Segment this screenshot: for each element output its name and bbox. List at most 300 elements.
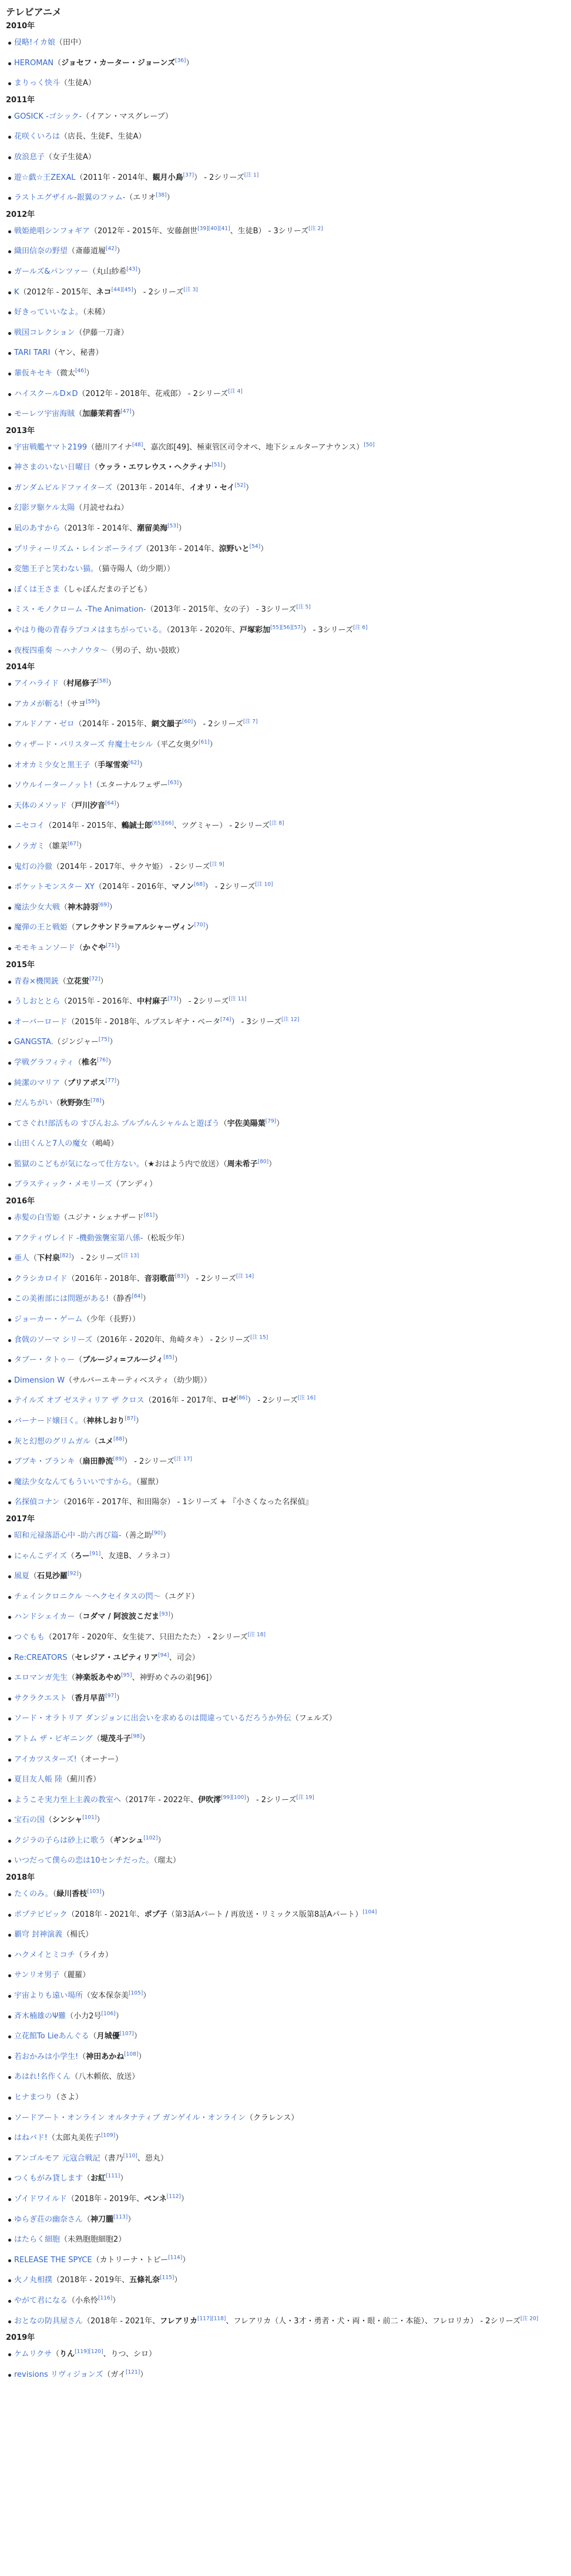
note-link[interactable]: [注 5]: [296, 605, 311, 611]
reference-link[interactable]: [102]: [143, 1835, 158, 1842]
work-detail: （2012年 - 2015年、: [19, 287, 96, 297]
reference-link[interactable]: [48]: [132, 442, 143, 448]
work-title-link[interactable]: てさぐれ!部活もの すぴんおふ プルプルんシャルムと遊ぼう: [14, 1119, 220, 1128]
work-title-link[interactable]: あはれ!名作くん: [14, 2072, 71, 2082]
work-detail: （徳川アイナ: [87, 442, 132, 452]
work-title-link[interactable]: GANGSTA.: [14, 1038, 53, 1047]
reference-link[interactable]: [65][66]: [152, 821, 174, 827]
reference-link[interactable]: [113]: [113, 2214, 128, 2221]
work-detail: （: [66, 1551, 75, 1561]
main-role: 石見沙羅: [37, 1572, 68, 1581]
work-title-link[interactable]: アンゴルモア 元寇合戦記: [14, 2154, 100, 2163]
reference-link[interactable]: [98]: [130, 1733, 142, 1740]
work-title-link[interactable]: 魔弾の王と戦姫: [14, 923, 68, 933]
work-title-link[interactable]: 灰と幻想のグリムガル: [14, 1437, 91, 1446]
work-title-link[interactable]: オオカミ少女と黒王子: [14, 760, 90, 770]
work-title-link[interactable]: エロマンガ先生: [14, 1673, 68, 1683]
reference-link[interactable]: [87]: [125, 1416, 136, 1422]
work-detail: （フェルズ）: [291, 1714, 337, 1723]
reference-link[interactable]: [94]: [158, 1652, 169, 1659]
reference-link[interactable]: [83]: [174, 1273, 186, 1280]
work-title-link[interactable]: ハクメイとミコチ: [14, 1950, 75, 1960]
reference-link[interactable]: [55][56][57]: [270, 625, 303, 631]
main-role: 神林しおり: [86, 1417, 125, 1425]
work-title-link[interactable]: RELEASE THE SPYCE: [14, 2255, 92, 2265]
work-title-link[interactable]: ソード・オラトリア ダンジョンに出会いを求めるのは間違っているだろうか外伝: [14, 1714, 291, 1723]
work-detail: （2018年 - 2021年、: [67, 1910, 145, 1919]
work-title-link[interactable]: ラストエグザイル-銀翼のファム-: [14, 193, 126, 203]
work-list: [6, 972, 571, 1196]
work-title-link[interactable]: ノラガミ: [14, 841, 45, 851]
reference-link[interactable]: [115]: [160, 2275, 174, 2282]
work-title-link[interactable]: 花咲くいろは: [14, 132, 61, 142]
reference-link[interactable]: [44][45]: [111, 287, 133, 293]
work-title-link[interactable]: 夏目友人帳 陸: [14, 1775, 63, 1785]
reference-link[interactable]: [36]: [174, 58, 186, 64]
work-detail-tail: 、友達B、ノラネコ）: [100, 1551, 174, 1561]
work-title-link[interactable]: モーレツ宇宙海賊: [14, 410, 75, 419]
work-title-link[interactable]: 昭和元禄落語心中 -助六再び篇-: [14, 1531, 122, 1540]
work-title-link[interactable]: まりっく快斗: [14, 79, 61, 88]
work-detail-tail: 、神野めぐみの弟[96]）: [132, 1673, 217, 1683]
note-link[interactable]: [注 15]: [250, 1334, 268, 1341]
note-link[interactable]: [注 9]: [210, 861, 224, 868]
work-detail: （2014年 - 2016年、: [94, 883, 172, 892]
work-detail: （: [83, 2174, 91, 2183]
reference-link[interactable]: [109]: [100, 2132, 116, 2139]
work-detail-tail: ）: [100, 977, 108, 986]
reference-link[interactable]: [95]: [121, 1672, 132, 1679]
work-detail: （イアン・マスグレーブ）: [82, 112, 173, 121]
work-title-link[interactable]: 織田信奈の野望: [14, 247, 68, 256]
reference-link[interactable]: [110]: [123, 2153, 137, 2159]
work-title-link[interactable]: やはり俺の青春ラブコメはまちがっている。: [14, 626, 167, 635]
reference-link[interactable]: [93]: [159, 1612, 170, 1618]
work-title-link[interactable]: 鬼灯の冷徹: [14, 862, 53, 871]
reference-link[interactable]: [60]: [182, 719, 193, 726]
reference-link[interactable]: [62]: [128, 760, 139, 766]
work-list: [6, 1526, 571, 1871]
work-detail: （: [78, 2052, 86, 2061]
reference-link[interactable]: [47]: [120, 408, 132, 415]
work-title-link[interactable]: ソードアート・オンライン オルタナティブ ガンゲイル・オンライン: [14, 2113, 246, 2122]
main-role: ギンシュ: [113, 1836, 144, 1845]
work-detail: （伊藤一刀斎）: [75, 328, 129, 337]
work-title-link[interactable]: ウィザード・バリスターズ 弁魔士セシル: [14, 740, 153, 749]
main-role: ろー: [74, 1551, 90, 1561]
reference-link[interactable]: [112]: [166, 2193, 181, 2200]
year-heading: 2013年: [6, 426, 35, 435]
list-item: [6, 1668, 571, 1689]
work-detail: （アンディ）: [112, 1180, 157, 1189]
list-item: [6, 580, 571, 601]
list-item: [6, 1411, 571, 1432]
work-title-link[interactable]: 侵略!イカ娘: [14, 38, 55, 47]
reference-link[interactable]: [70]: [194, 923, 206, 929]
work-title-link[interactable]: GOSICK -ゴシック-: [14, 112, 82, 121]
reference-link[interactable]: [59]: [86, 699, 97, 705]
reference-link[interactable]: [58]: [97, 678, 108, 685]
reference-link[interactable]: [99][100]: [221, 1795, 246, 1801]
note-link[interactable]: [注 7]: [243, 719, 258, 726]
reference-link[interactable]: [63]: [167, 780, 179, 786]
list-item: [6, 559, 571, 580]
work-detail: （2016年 - 2017年、和田陽奈） - 1シリーズ + 『小さくなった名探偵』: [59, 1498, 313, 1507]
work-title-link[interactable]: 亜人: [14, 1254, 30, 1263]
year-group: [6, 959, 571, 1196]
work-title-link[interactable]: 戦国コレクション: [14, 328, 75, 337]
reference-link[interactable]: [82]: [60, 1253, 71, 1259]
list-item: [6, 1310, 571, 1330]
work-title-link[interactable]: 夜桜四重奏 〜ハナノウタ〜: [14, 646, 108, 655]
work-detail-tail: ）: [276, 1119, 284, 1128]
list-item: [6, 1492, 571, 1513]
work-title-link[interactable]: 風夏: [14, 1572, 30, 1581]
work-title-link[interactable]: つくもがみ貸します: [14, 2174, 83, 2183]
reference-link[interactable]: [105]: [129, 1990, 143, 1997]
note-link[interactable]: [注 10]: [255, 881, 273, 888]
work-title-link[interactable]: 火ノ丸相撲: [14, 2276, 53, 2285]
work-title-link[interactable]: ソウルイーターノット!: [14, 781, 93, 790]
work-detail: （: [68, 1673, 76, 1683]
list-item: [6, 1269, 571, 1290]
work-title-link[interactable]: 食戟のソーマ シリーズ: [14, 1335, 93, 1344]
reference-link[interactable]: [69]: [98, 902, 109, 908]
main-role: 椎名: [81, 1058, 97, 1067]
work-title-link[interactable]: テイルズ オブ ゼスティリア ザ クロス: [14, 1396, 145, 1406]
list-item: [6, 1986, 571, 2007]
work-title-link[interactable]: つぐもも: [14, 1632, 45, 1642]
work-detail-tail: ） - 3シリーズ: [231, 1017, 282, 1027]
reference-link[interactable]: [38]: [156, 192, 167, 199]
work-title-link[interactable]: 学戦グラフィティ: [14, 1058, 74, 1067]
work-title-link[interactable]: アルドノア・ゼロ: [14, 720, 75, 729]
work-title-link[interactable]: クジラの子らは砂上に歌う: [14, 1836, 106, 1845]
work-title-link[interactable]: タブー・タトゥー: [14, 1356, 75, 1365]
work-title-link[interactable]: 斉木楠雄のΨ難: [14, 2011, 66, 2021]
list-item: [6, 1729, 571, 1750]
work-title-link[interactable]: ぼくは王さま: [14, 585, 61, 594]
work-detail-tail: ）: [133, 2032, 142, 2041]
reference-link[interactable]: [89]: [113, 1456, 124, 1463]
work-title-link[interactable]: おとなの防具屋さん: [14, 2316, 83, 2326]
reference-link[interactable]: [72]: [89, 976, 100, 982]
work-detail: （ジンジャー: [53, 1038, 99, 1047]
work-title-link[interactable]: アカメが斬る!: [14, 699, 63, 709]
work-title-link[interactable]: ブブキ・ブランキ: [14, 1457, 75, 1467]
work-title-link[interactable]: HEROMAN: [14, 58, 54, 68]
list-item: [6, 2169, 571, 2189]
work-title-link[interactable]: ポプテピピック: [14, 1910, 68, 1919]
work-detail-tail: ）: [140, 2370, 148, 2379]
reference-link[interactable]: [39][40][41]: [197, 226, 230, 232]
reference-link[interactable]: [75]: [98, 1037, 110, 1043]
reference-link[interactable]: [79]: [265, 1118, 277, 1125]
work-title-link[interactable]: 純潔のマリア: [14, 1078, 61, 1088]
work-title-link[interactable]: 凪のあすから: [14, 524, 61, 534]
work-title-link[interactable]: いつだって僕らの恋は10センチだった。: [14, 1856, 154, 1866]
work-title-link[interactable]: たくのみ。: [14, 1890, 53, 1899]
note-link[interactable]: [50]: [364, 442, 375, 448]
note-link[interactable]: [注 2]: [308, 226, 323, 232]
work-detail: （: [52, 1099, 61, 1108]
work-detail-tail: ）: [142, 1734, 150, 1743]
main-role: イオリ・セイ: [189, 483, 235, 492]
list-item: [6, 1053, 571, 1074]
note-link[interactable]: [注 3]: [183, 287, 198, 293]
note-link[interactable]: [注 1]: [244, 172, 259, 179]
work-title-link[interactable]: オーバーロード: [14, 1017, 68, 1027]
work-detail-tail: ） - 2シリーズ: [186, 1274, 236, 1283]
note-link[interactable]: [注 18]: [247, 1632, 266, 1638]
reference-link[interactable]: [74]: [220, 1017, 231, 1023]
work-title-link[interactable]: ヒナまつり: [14, 2093, 53, 2102]
reference-link[interactable]: [114]: [168, 2255, 183, 2261]
work-detail-tail: ）: [78, 841, 86, 851]
work-detail-tail: ）: [138, 2052, 146, 2061]
work-title-link[interactable]: アクティヴレイド -機動強襲室第八係-: [14, 1233, 143, 1243]
reference-link[interactable]: [80]: [257, 1159, 269, 1165]
reference-link[interactable]: [103]: [87, 1889, 102, 1895]
reference-link[interactable]: [51]: [211, 462, 223, 468]
work-detail-tail: 、フレアリカ（人・3才・勇者・犬・両・眼・前二・本能）、フレロリカ） - 2シリーズ: [226, 2316, 520, 2326]
list-item: [6, 1709, 571, 1729]
work-detail: （2017年 - 2020年、女生徒ア、只田たたた） - 2シリーズ: [45, 1632, 248, 1642]
work-title-link[interactable]: 立花館To Lieあんぐる: [14, 2032, 89, 2041]
work-detail-tail: ）: [86, 368, 94, 378]
reference-link[interactable]: [107]: [119, 2031, 134, 2037]
reference-link[interactable]: [84]: [132, 1294, 143, 1300]
work-title-link[interactable]: 放浪息子: [14, 152, 45, 162]
reference-link[interactable]: [111]: [106, 2174, 120, 2180]
note-link[interactable]: [注 6]: [353, 625, 368, 631]
work-title-link[interactable]: この美術部には問題がある!: [14, 1294, 109, 1304]
work-detail: （: [60, 1078, 68, 1088]
note-link[interactable]: [注 12]: [281, 1017, 300, 1023]
reference-link[interactable]: [61]: [199, 739, 210, 746]
work-detail: （: [52, 2350, 60, 2359]
work-title-link[interactable]: ハンドシェイカー: [14, 1612, 75, 1622]
work-title-link[interactable]: 赤髪の白雪姫: [14, 1213, 61, 1223]
work-detail: （: [75, 410, 83, 419]
list-item: [6, 1134, 571, 1155]
reference-link[interactable]: [46]: [75, 368, 86, 374]
reference-link[interactable]: [37]: [183, 172, 194, 179]
work-title-link[interactable]: モモキュンソード: [14, 943, 76, 952]
work-title-link[interactable]: 天体のメソッド: [14, 801, 67, 810]
main-role: セレジア・ユピティリア: [75, 1653, 159, 1662]
work-detail: （嶋崎）: [88, 1139, 119, 1149]
reference-link[interactable]: [119][120]: [75, 2349, 103, 2355]
work-title-link[interactable]: 変態王子と笑わない猫。: [14, 565, 99, 574]
list-item: [6, 918, 571, 938]
work-title-link[interactable]: アイハライド: [14, 679, 59, 689]
work-title-link[interactable]: 輩仮キセキ: [14, 368, 53, 378]
work-title-link[interactable]: サクラクエスト: [14, 1693, 68, 1703]
work-list: [6, 222, 571, 425]
work-detail-tail: ）: [96, 1816, 105, 1825]
work-title-link[interactable]: はねバド!: [14, 2134, 48, 2143]
work-detail: （サヨ: [63, 699, 86, 709]
note-link[interactable]: [注 8]: [269, 821, 284, 827]
reference-link[interactable]: [97]: [105, 1693, 116, 1699]
work-title-link[interactable]: ケムリクサ: [14, 2350, 52, 2359]
reference-link[interactable]: [88]: [113, 1436, 125, 1443]
work-detail: （麗羅）: [59, 1971, 90, 1980]
work-title-link[interactable]: Dimension W: [14, 1376, 65, 1385]
reference-link[interactable]: [54]: [249, 544, 261, 550]
note-link[interactable]: [注 14]: [236, 1273, 254, 1280]
work-title-link[interactable]: K: [14, 287, 19, 297]
work-title-link[interactable]: Re:CREATORS: [14, 1653, 68, 1662]
reference-link[interactable]: [42]: [106, 246, 117, 253]
work-title-link[interactable]: 戦姫絶唱シンフォギア: [14, 226, 90, 236]
note-link[interactable]: [注 17]: [174, 1456, 192, 1463]
note-link[interactable]: [注 11]: [229, 996, 247, 1002]
main-role: コダマ / 阿波波こだま: [82, 1612, 160, 1622]
work-title-link[interactable]: 魔法少女なんてもういいですから。: [14, 1477, 137, 1487]
reference-link[interactable]: [78]: [90, 1098, 102, 1104]
list-item: [6, 1547, 571, 1567]
work-title-link[interactable]: ガールズ&パンツァー: [14, 267, 89, 276]
note-link[interactable]: [注 4]: [228, 388, 243, 395]
work-detail: （: [83, 2215, 91, 2224]
work-detail: （2012年 - 2018年、花戒郎） - 2シリーズ: [78, 389, 229, 398]
work-detail: （: [90, 760, 98, 770]
reference-link[interactable]: [90]: [152, 1530, 163, 1537]
reference-link[interactable]: [101]: [82, 1814, 97, 1821]
work-title-link[interactable]: 魔法少女大戦: [14, 903, 61, 912]
list-item: [6, 674, 571, 695]
work-detail-tail: ）: [178, 524, 186, 534]
work-title-link[interactable]: ミス・モノクローム -The Animation-: [14, 605, 146, 615]
reference-link[interactable]: [71]: [106, 942, 117, 949]
reference-link[interactable]: [76]: [96, 1057, 108, 1064]
work-title-link[interactable]: ブラスティック・メモリーズ: [14, 1180, 112, 1189]
work-title-link[interactable]: クラシカロイド: [14, 1274, 68, 1283]
reference-link[interactable]: [68]: [194, 881, 205, 888]
work-detail-tail: ）: [246, 483, 254, 492]
work-title-link[interactable]: ハイスクールD×D: [14, 389, 78, 398]
work-title-link[interactable]: 神さまのいない日曜日: [14, 463, 91, 472]
reference-link[interactable]: [121]: [126, 2369, 140, 2376]
work-title-link[interactable]: 幻影ヲ駆ケル太陽: [14, 504, 75, 513]
reference-link[interactable]: [43]: [126, 266, 137, 273]
work-title-link[interactable]: バーナード嬢曰く。: [14, 1417, 83, 1425]
list-item: [6, 168, 571, 189]
reference-link[interactable]: [77]: [105, 1078, 116, 1084]
work-title-link[interactable]: ゾイドワイルド: [14, 2194, 67, 2203]
work-title-link[interactable]: 宝石の国: [14, 1816, 45, 1825]
work-detail: （2015年 - 2018年、ルプスレギナ・ベータ: [67, 1017, 220, 1027]
note-link[interactable]: [注 16]: [297, 1396, 316, 1402]
work-title-link[interactable]: 宇宙戦艦ヤマト2199: [14, 442, 88, 452]
work-detail: （八木頼依、放送）: [70, 2072, 140, 2082]
work-title-link[interactable]: ポケットモンスター XY: [14, 883, 95, 892]
work-title-link[interactable]: 名探偵コナン: [14, 1498, 60, 1507]
reference-link[interactable]: [91]: [89, 1551, 101, 1557]
work-detail: （: [75, 1612, 83, 1622]
work-title-link[interactable]: アトム ザ・ビギニング: [14, 1734, 93, 1743]
year-group: [6, 425, 571, 662]
work-detail: （ユグド）: [160, 1592, 199, 1601]
work-title-link[interactable]: サンリオ男子: [14, 1971, 60, 1980]
work-title-link[interactable]: 若おかみは小学生!: [14, 2052, 79, 2061]
list-item: [6, 641, 571, 662]
work-detail-tail: ）: [127, 2215, 136, 2224]
work-detail-tail: ） - 2シリーズ: [124, 1457, 174, 1467]
work-detail: （少年（長野））: [82, 1315, 140, 1324]
work-title-link[interactable]: ニセコイ: [14, 821, 45, 831]
work-title-link[interactable]: やがて君になる: [14, 2296, 68, 2305]
reference-link[interactable]: [52]: [234, 482, 246, 489]
list-item: [6, 2189, 571, 2210]
work-title-link[interactable]: TARI TARI: [14, 348, 51, 358]
work-title-link[interactable]: うしおととら: [14, 997, 61, 1007]
reference-link[interactable]: [117][118]: [197, 2316, 226, 2322]
work-detail-tail: 、嘉次郎[49]、極東管区司令オペ、地下シェルターアナウンス）: [143, 442, 364, 452]
reference-link[interactable]: [81]: [143, 1212, 155, 1219]
work-title-link[interactable]: アイカツスターズ!: [14, 1755, 77, 1764]
work-title-link[interactable]: ガンダムビルドファイターズ: [14, 483, 113, 492]
reference-link[interactable]: [86]: [236, 1396, 248, 1402]
work-title-link[interactable]: 青春×機関銃: [14, 977, 59, 986]
work-detail-tail: ） - 2シリーズ: [133, 287, 184, 297]
note-link[interactable]: [注 20]: [520, 2316, 539, 2322]
work-title-link[interactable]: 覇穹 封神演義: [14, 1930, 63, 1940]
work-title-link[interactable]: ようこそ実力至上主義の教室へ: [14, 1795, 122, 1804]
reference-link[interactable]: [116]: [98, 2295, 113, 2302]
note-link[interactable]: [注 19]: [296, 1795, 314, 1801]
list-item: [6, 1074, 571, 1094]
work-detail: （2018年 - 2019年、: [52, 2276, 130, 2285]
work-title-link[interactable]: プリティーリズム・レインボーライブ: [14, 544, 142, 554]
main-role: 伊吹澪: [198, 1795, 221, 1804]
work-title-link[interactable]: チェインクロニクル 〜ヘクセイタスの閃〜: [14, 1592, 161, 1601]
work-title-link[interactable]: 宇宙よりも遠い場所: [14, 1991, 83, 2001]
reference-link[interactable]: [106]: [101, 2011, 116, 2017]
work-title-link[interactable]: ゆらぎ荘の幽奈さん: [14, 2215, 83, 2224]
work-title-link[interactable]: だんちがい: [14, 1099, 53, 1108]
work-title-link[interactable]: 監獄のこどもが気になって仕方ない。: [14, 1159, 145, 1169]
reference-link[interactable]: [73]: [167, 996, 179, 1002]
work-detail-tail: ）: [116, 1078, 125, 1088]
work-title-link[interactable]: はたらく細胞: [14, 2235, 61, 2245]
work-title-link[interactable]: 遊☆戯☆王ZEXAL: [14, 173, 76, 182]
note-link[interactable]: [注 13]: [121, 1253, 139, 1259]
reference-link[interactable]: [53]: [167, 523, 179, 529]
reference-link[interactable]: [92]: [68, 1571, 79, 1577]
list-item: [6, 2270, 571, 2291]
reference-link[interactable]: [67]: [68, 841, 79, 847]
list-item: [6, 1032, 571, 1053]
reference-link[interactable]: [108]: [124, 2051, 139, 2058]
reference-link[interactable]: [64]: [105, 800, 116, 807]
year-heading: 2017年: [6, 1514, 35, 1524]
list-item: [6, 1208, 571, 1229]
list-item: [6, 898, 571, 918]
work-title-link[interactable]: 山田くんと7人の魔女: [14, 1139, 88, 1149]
list-item: [6, 343, 571, 364]
note-link[interactable]: [104]: [362, 1909, 377, 1916]
reference-link[interactable]: [85]: [163, 1354, 174, 1361]
work-title-link[interactable]: にゃんこデイズ: [14, 1551, 67, 1561]
work-detail: （未熟胞胞細胞2）: [60, 2235, 126, 2245]
work-title-link[interactable]: 好きっていいなよ。: [14, 308, 83, 317]
work-detail: （: [59, 679, 67, 689]
work-title-link[interactable]: ジョーカー・ゲーム: [14, 1315, 83, 1324]
work-title-link[interactable]: revisions リヴィジョンズ: [14, 2370, 103, 2379]
